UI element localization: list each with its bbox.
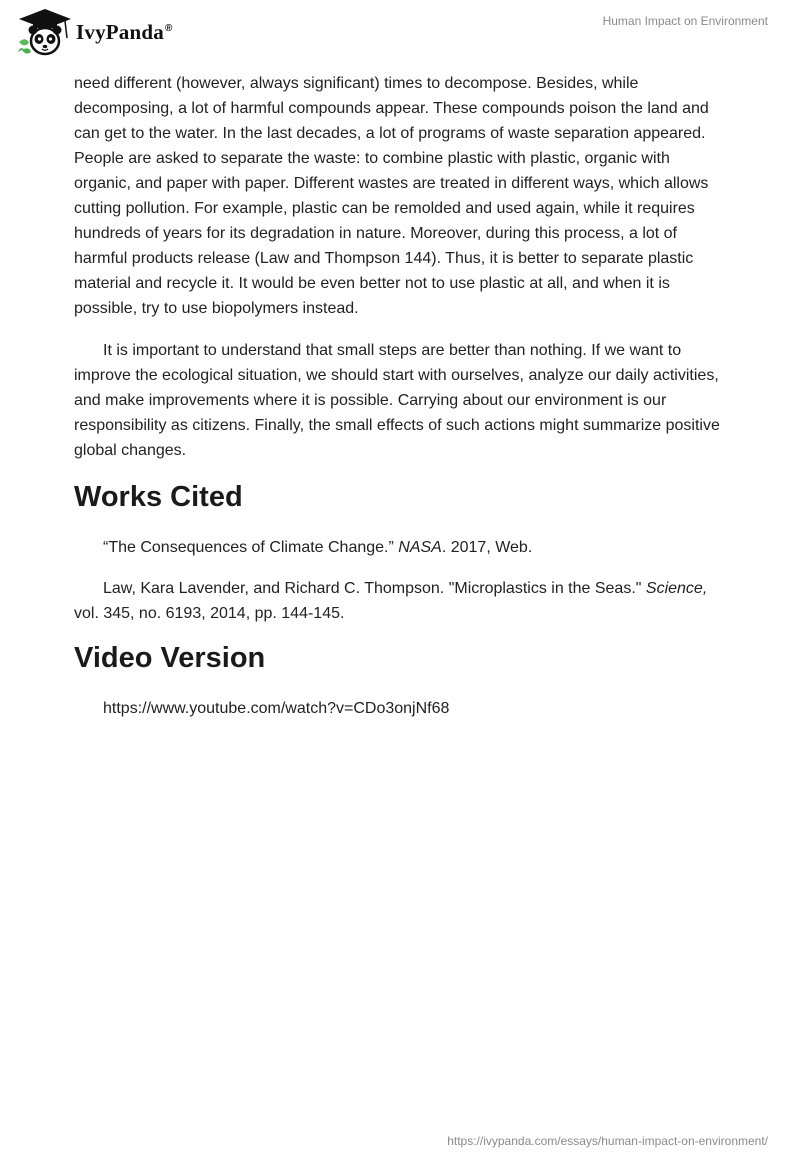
video-url-link[interactable]: https://www.youtube.com/watch?v=CDo3onjNf68: [103, 700, 450, 717]
video-version-heading: Video Version: [74, 642, 266, 674]
citation-entry: “The Consequences of Climate Change.” NASA. 2017, Web.: [103, 539, 533, 556]
body-paragraph: It is important to understand that small steps are better than nothing. If we want to improve the ecological situation, we should start with ourselves, analyze our daily activities, and make improvements where it is possible. Carrying about our environment is our responsibility as citizens. Finally, the small effects of such actions might summarize positive global changes.: [74, 342, 720, 459]
page-header: [0, 0, 800, 64]
footer-source-url[interactable]: https://ivypanda.com/essays/human-impact-on-environment/: [447, 1134, 768, 1148]
panda-graduate-icon: [16, 8, 74, 56]
essay-content: [74, 71, 726, 721]
citation-entry: Law, Kara Lavender, and Richard C. Thompson. "Microplastics in the Seas." Science, vol. 345, no. 6193, 2014, pp. 144-145.: [74, 580, 708, 622]
body-paragraph: need different (however, always significant) times to decompose. Besides, while decomposing, a lot of harmful compounds appear. These compounds poison the land and can get to the water. In the last decades, a lot of programs of waste separation appeared. People are asked to separate the waste: to combine plastic with plastic, organic with organic, and paper with paper. Different wastes are treated in different ways, which allows cutting pollution. For example, plastic can be remolded and used again, while it requires hundreds of years for its degradation in nature. Moreover, during this process, a lot of harmful products release (Law and Thompson 144). Thus, it is better to separate plastic material and recycle it. It would be even better not to use plastic at all, and when it is possible, try to use biopolymers instead.: [74, 75, 709, 317]
brand-logo[interactable]: [16, 8, 173, 56]
brand-name: IvyPanda®: [76, 19, 173, 44]
works-cited-heading: Works Cited: [74, 481, 243, 513]
document-title: Human Impact on Environment: [602, 14, 768, 28]
